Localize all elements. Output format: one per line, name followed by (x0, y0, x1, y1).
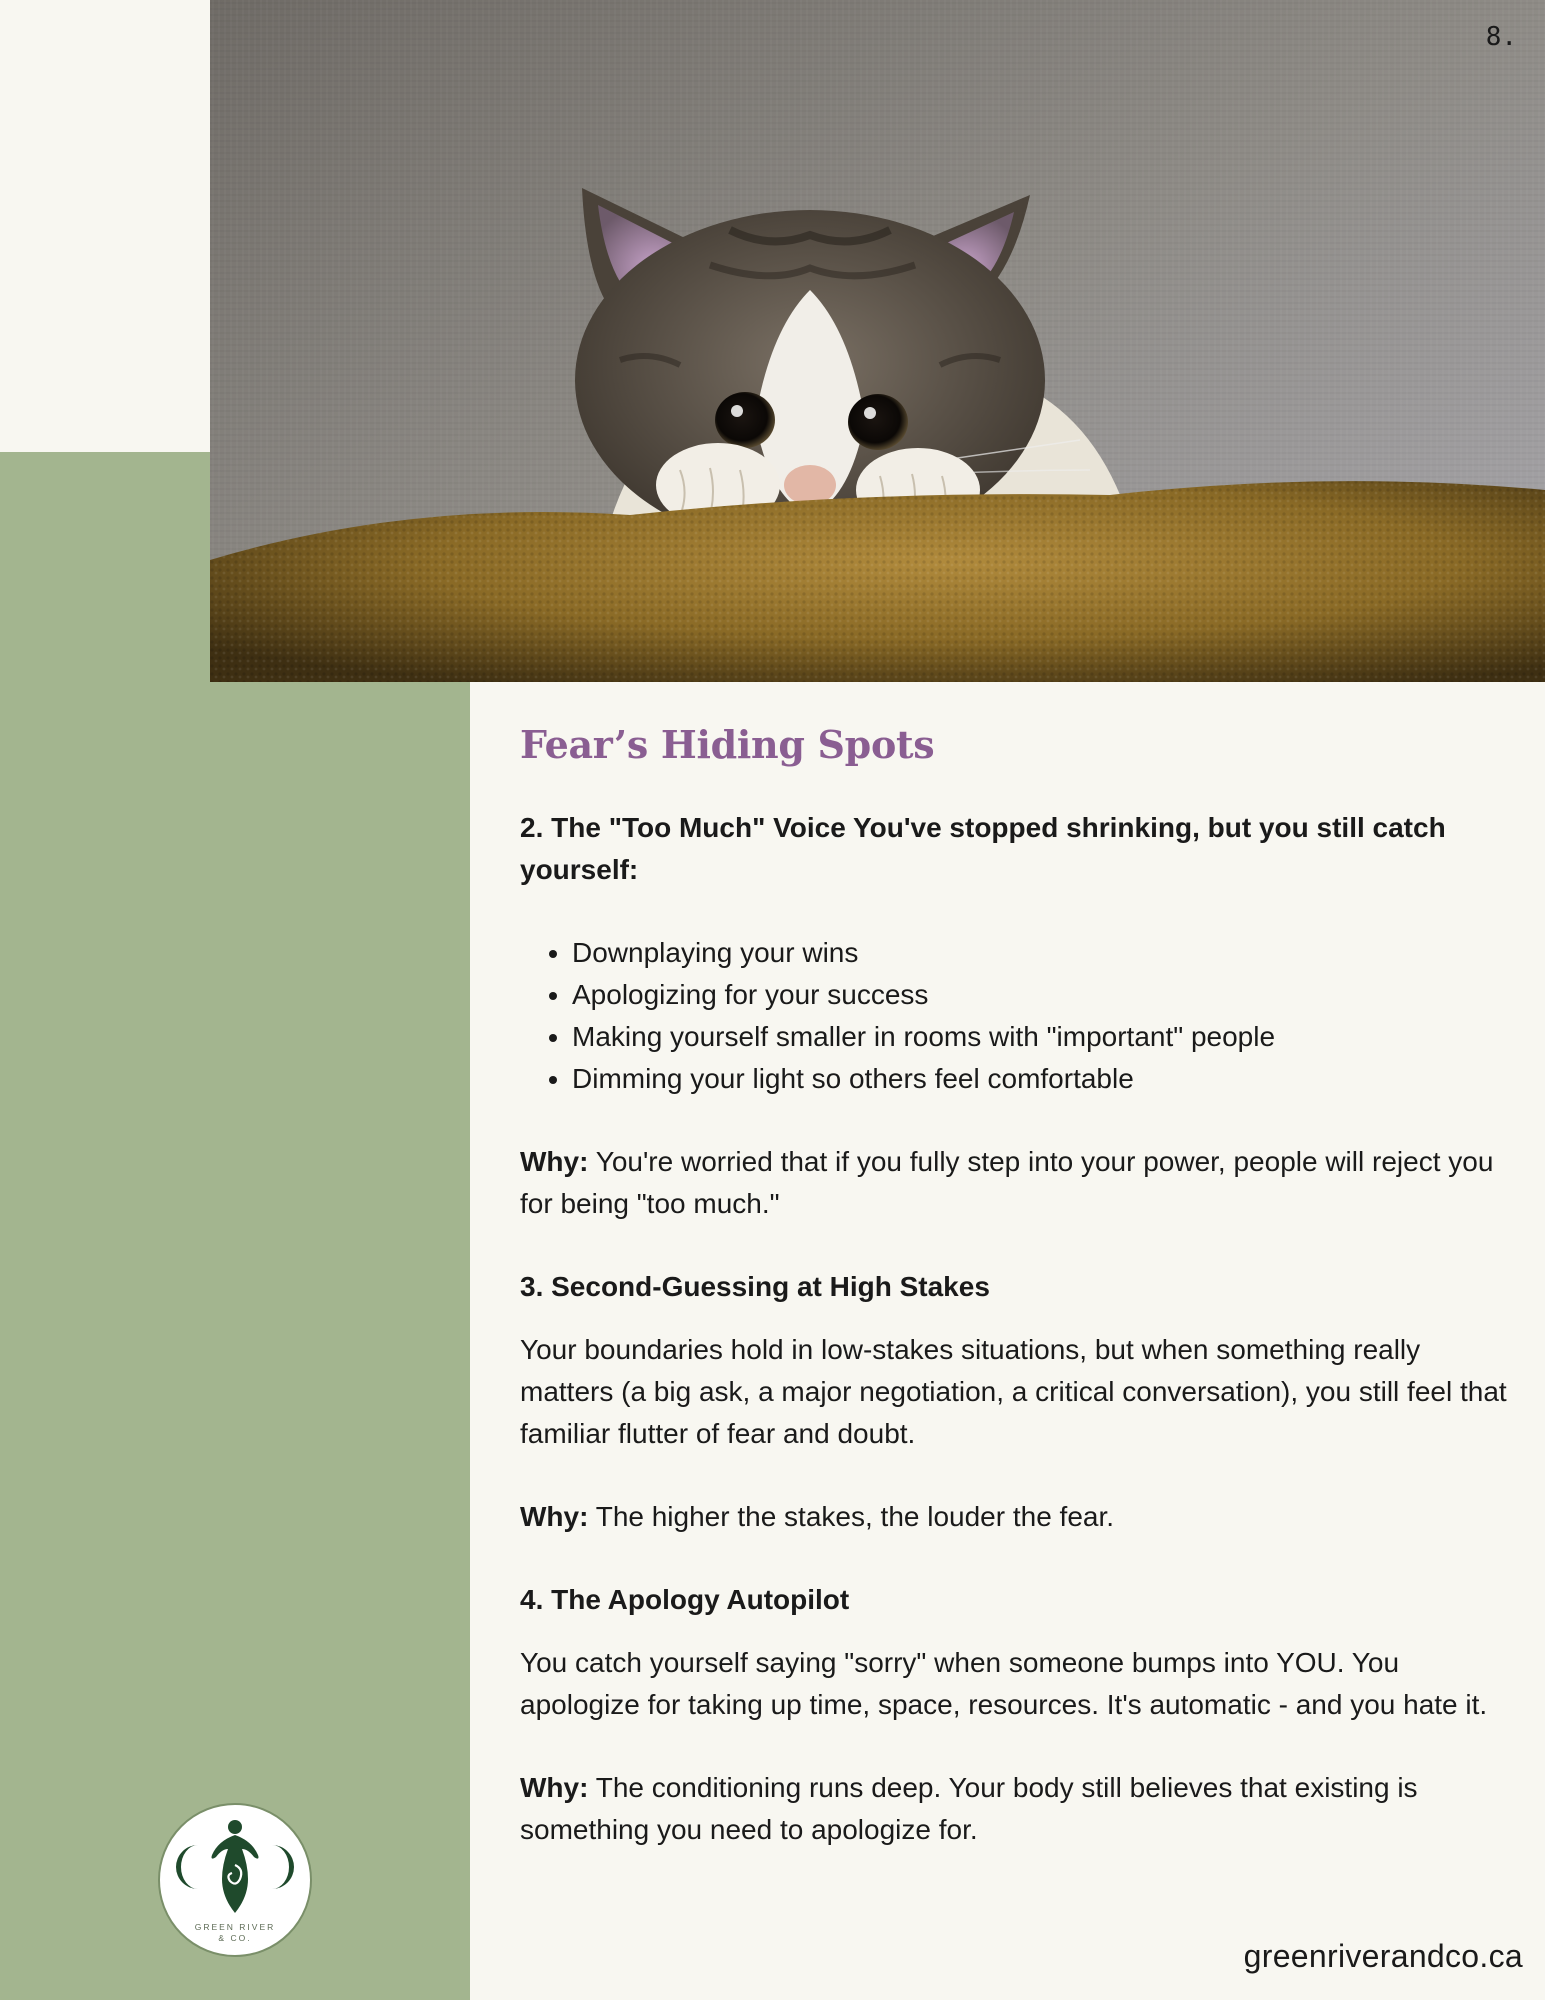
list-item: • Apologizing for your success (572, 974, 1510, 1016)
why-label: Why: (520, 1772, 589, 1803)
why-text: The conditioning runs deep. Your body still believes that existing is something you need to apologize for. (520, 1772, 1418, 1845)
kitten-illustration (210, 0, 1545, 682)
list-item: • Making yourself smaller in rooms with "important" people (572, 1016, 1510, 1058)
section-4-body: You catch yourself saying "sorry" when someone bumps into YOU. You apologize for taking up time, space, resources. It's automatic - and you hate it. (520, 1647, 1488, 1720)
section-2-why (520, 1141, 1510, 1225)
main-content (520, 722, 1510, 1851)
section-4-heading: 4. The Apology Autopilot (520, 1584, 850, 1615)
section-3-heading: 3. Second-Guessing at High Stakes (520, 1271, 990, 1302)
logo-text-line2: & CO. (218, 1933, 252, 1943)
green-river-logo (158, 1803, 312, 1957)
logo-text-line1: GREEN RIVER (194, 1922, 276, 1932)
section-2-bullet-list (520, 932, 1510, 1100)
section-3-why (520, 1496, 1510, 1538)
list-item: • Downplaying your wins (572, 932, 1510, 974)
why-label: Why: (520, 1501, 589, 1532)
why-label: Why: (520, 1146, 589, 1177)
footer-website[interactable]: greenriverandco.ca (1243, 1938, 1523, 1974)
list-item: • Dimming your light so others feel comfortable (572, 1058, 1510, 1100)
section-4-why (520, 1767, 1510, 1851)
sage-side-panel (0, 452, 470, 2000)
page-number: 8. (1485, 22, 1517, 52)
why-text: The higher the stakes, the louder the fear. (588, 1501, 1115, 1532)
why-text: You're worried that if you fully step into your power, people will reject you for being "too much." (520, 1146, 1494, 1219)
page-title: Fear’s Hiding Spots (520, 722, 935, 767)
section-2-heading: 2. The "Too Much" Voice You've stopped shrinking, but you still catch yourself: (520, 812, 1446, 885)
hero-photo-kitten (210, 0, 1545, 682)
section-3-body: Your boundaries hold in low-stakes situations, but when something really matters (a big ask, a major negotiation, a critical conversation), you still feel that familiar flutter of fear and doubt. (520, 1334, 1507, 1449)
